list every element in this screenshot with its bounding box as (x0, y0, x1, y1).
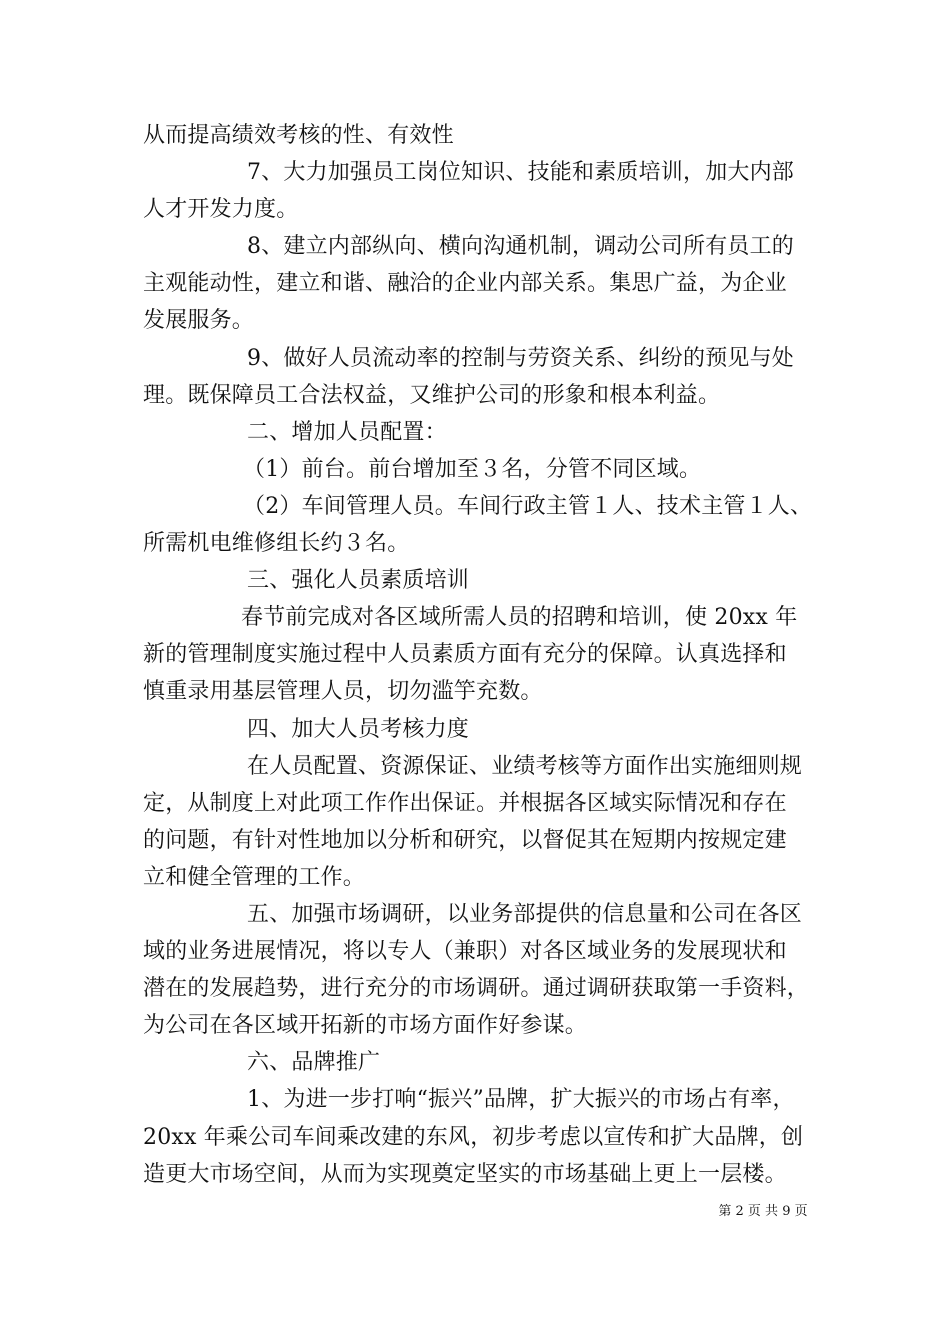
text-line-12: 所需机电维修组长约３名。 (143, 531, 410, 557)
section-heading-4: 四、加大人员考核力度 (247, 716, 470, 742)
document-body (143, 117, 833, 1193)
section-heading-2: 二、增加人员配置： (247, 419, 447, 445)
text-line-7: 9、做好人员流动率的控制与劳资关系、纠纷的预见与处 (247, 345, 794, 371)
text-line-25: 为公司在各区域开拓新的市场方面作好参谋。 (143, 1013, 588, 1039)
text-line-14: 春节前完成对各区域所需人员的招聘和培训，使 20xx 年 (241, 605, 798, 631)
text-line-29: 造更大市场空间，从而为实现奠定坚实的市场基础上更上一层楼。 (143, 1161, 787, 1187)
text-line-5: 主观能动性，建立和谐、融洽的企业内部关系。集思广益，为企业 (143, 271, 787, 297)
text-line-18: 在人员配置、资源保证、业绩考核等方面作出实施细则规 (247, 753, 803, 779)
text-line-28: 20xx 年乘公司车间乘改建的东风，初步考虑以宣传和扩大品牌，创 (143, 1124, 804, 1150)
text-line-27: 1、为进一步打响“振兴”品牌，扩大振兴的市场占有率， (247, 1087, 795, 1113)
text-line-20: 的问题，有针对性地加以分析和研究，以督促其在短期内按规定建 (143, 827, 787, 853)
text-line-19: 定，从制度上对此项工作作出保证。并根据各区域实际情况和存在 (143, 790, 787, 816)
section-heading-5: 五、加强市场调研，以业务部提供的信息量和公司在各区 (247, 901, 803, 927)
text-line-3: 人才开发力度。 (143, 197, 299, 223)
text-line-23: 域的业务进展情况，将以专人（兼职）对各区域业务的发展现状和 (143, 939, 787, 965)
text-line-21: 立和健全管理的工作。 (143, 864, 366, 890)
text-line-15: 新的管理制度实施过程中人员素质方面有充分的保障。认真选择和 (143, 642, 787, 668)
text-line-8: 理。既保障员工合法权益，又维护公司的形象和根本利益。 (143, 382, 721, 408)
page-number: 第 2 页 共 9 页 (718, 1204, 808, 1219)
text-line-1: 从而提高绩效考核的性、有效性 (143, 123, 454, 148)
text-line-10: （1）前台。前台增加至３名，分管不同区域。 (243, 456, 702, 482)
text-line-4: 8、建立内部纵向、横向沟通机制，调动公司所有员工的 (247, 234, 794, 260)
text-line-6: 发展服务。 (143, 308, 255, 334)
text-line-11: （2）车间管理人员。车间行政主管１人、技术主管１人、 (243, 493, 813, 519)
section-heading-3: 三、强化人员素质培训 (247, 568, 470, 594)
page-footer (0, 1203, 950, 1221)
text-line-16: 慎重录用基层管理人员，切勿滥竽充数。 (143, 679, 543, 705)
text-line-2: 7、大力加强员工岗位知识、技能和素质培训，加大内部 (247, 160, 794, 186)
text-line-24: 潜在的发展趋势，进行充分的市场调研。通过调研获取第一手资料， (143, 976, 810, 1002)
section-heading-6: 六、品牌推广 (247, 1050, 381, 1076)
